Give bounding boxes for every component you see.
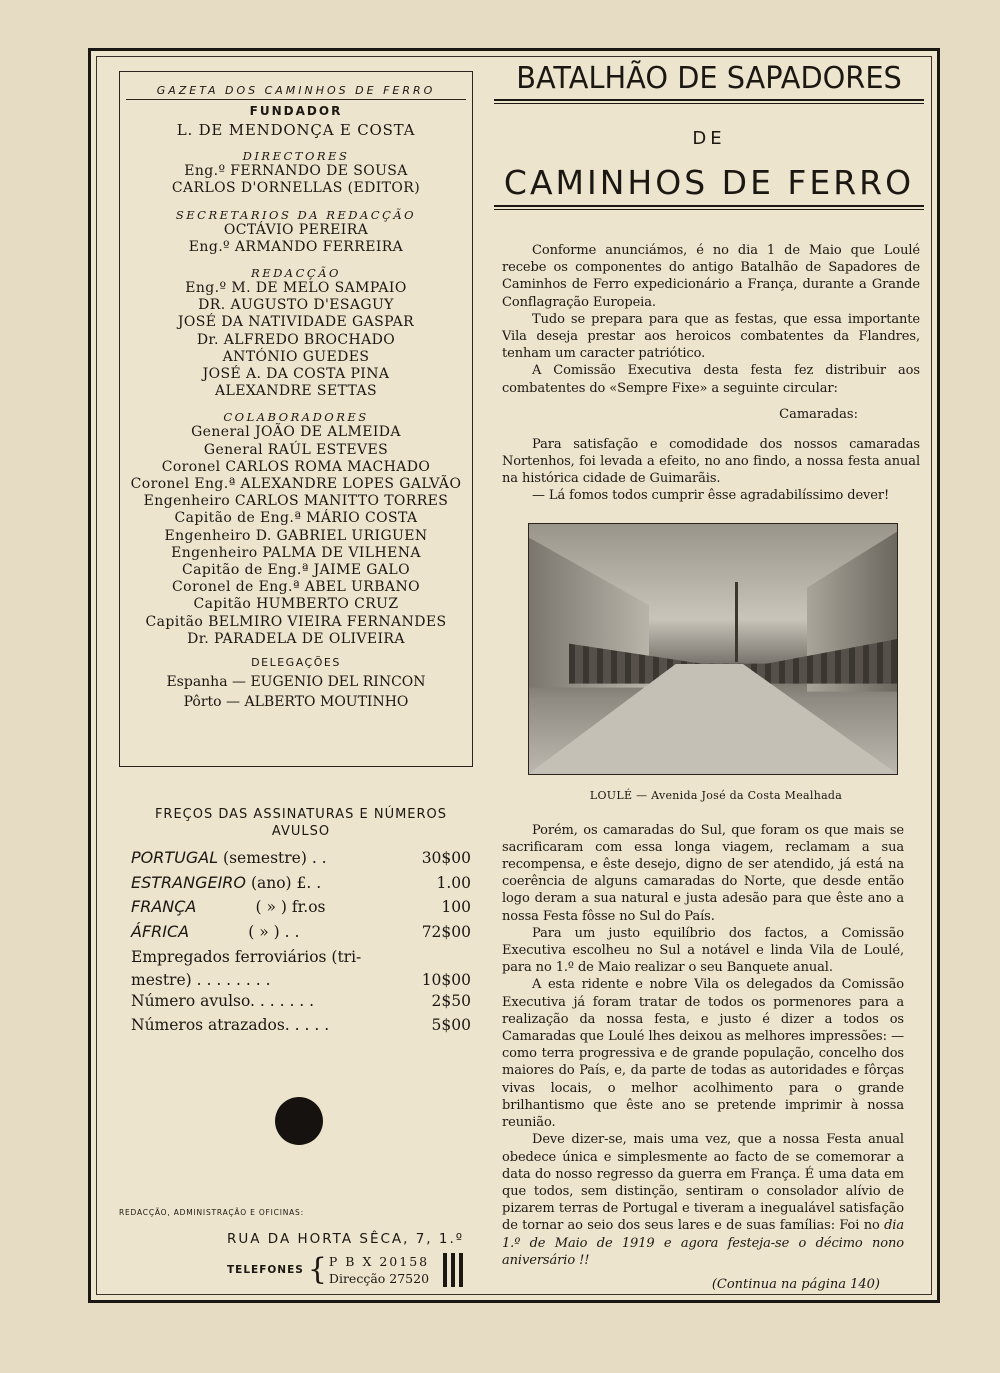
redaccao-name: JOSÉ DA NATIVIDADE GASPAR: [177, 314, 415, 331]
prices-title-line2: AVULSO: [271, 824, 331, 839]
colaborador-name: Engenheiro CARLOS MANITTO TORRES: [143, 493, 449, 510]
colaborador-name: Dr. PARADELA DE OLIVEIRA: [187, 630, 405, 647]
price-row-avulso: [131, 990, 471, 1014]
phone-direccao: Direcção 27520: [328, 1271, 430, 1286]
office-label: REDACÇÃO, ADMINISTRAÇÃO E OFICINAS:: [119, 1208, 304, 1217]
price-region: PORTUGAL: [131, 848, 219, 867]
director-name: CARLOS D'ORNELLAS (EDITOR): [171, 180, 421, 197]
brace-glyph: {: [307, 1252, 327, 1287]
continued-note: (Continua na página 140): [711, 1276, 880, 1292]
paragraph: Tudo se prepara para que as festas, que essa importante Vila deseja prestar aos heroicos combatentes da Flandres, tenham um caracter patriótico.: [502, 311, 920, 362]
fundador-name: L. DE MENDONÇA E COSTA: [176, 121, 416, 139]
paragraph: [502, 1131, 904, 1269]
paragraph: A Comissão Executiva desta festa fez distribuir aos combatentes do «Sempre Fixe» a seguinte circular:: [502, 363, 920, 396]
price-amount: 5$00: [431, 1015, 471, 1034]
paragraph: A esta ridente e nobre Vila os delegados da Comissão Executiva já foram tratar de todos os pormenores para a realização da nossa festa, e justo é dizer a todos os Camaradas que Loulé lhes deixou as melhores impressões: — como terra progressiva e de grande população, concelho dos maiores do País, e, da parte de todas as autoridades e fôrças vivas locais, o melhor acolhimento para o grande brilhantismo que êste ano se pretende imprimir à nossa reunião.: [502, 977, 904, 1131]
delegacao-line: Espanha — EUGENIO DEL RINCON: [166, 674, 426, 691]
redaccao-name: Eng.º M. DE MELO SAMPAIO: [185, 280, 407, 297]
phones: [227, 1253, 489, 1287]
empregados-label: Empregados ferroviários (tri-: [131, 948, 362, 966]
price-amount: 100: [441, 898, 471, 916]
price-amount: 1.00: [436, 873, 471, 892]
colaborador-name: Engenheiro D. GABRIEL URIGUEN: [164, 527, 428, 544]
colaborador-name: Coronel CARLOS ROMA MACHADO: [161, 458, 431, 475]
delegacao-line: Pôrto — ALBERTO MOUTINHO: [183, 694, 409, 711]
article-title-line2: CAMINHOS DE FERRO: [503, 163, 915, 202]
redaccao-name: ANTÓNIO GUEDES: [222, 348, 370, 365]
secretarios-heading: SECRETARIOS DA REDACÇÃO: [175, 207, 417, 222]
phone-pbx: P B X 20158: [328, 1254, 430, 1269]
price-row-empregados-cont: [131, 970, 471, 990]
article-intro: [494, 242, 924, 505]
office-address: RUA DA HORTA SÊCA, 7, 1.º: [227, 1231, 465, 1247]
price-row: [131, 895, 471, 920]
title-rule-thin: [494, 209, 924, 210]
price-region: ESTRANGEIRO: [131, 872, 247, 892]
directores-heading: DIRECTORES: [242, 149, 350, 164]
price-row: [131, 871, 471, 896]
redaccao-name: Dr. ALFREDO BROCHADO: [196, 331, 396, 348]
price-region: ÁFRICA: [131, 921, 190, 941]
photo-caption: LOULÉ — Avenida José da Costa Mealhada: [589, 788, 843, 802]
colaboradores-heading: COLABORADORES: [223, 410, 369, 425]
colaborador-name: Coronel Eng.ª ALEXANDRE LOPES GALVÃO: [130, 476, 462, 493]
secretario-name: OCTÁVIO PEREIRA: [223, 221, 369, 238]
price-amount: 30$00: [421, 849, 471, 867]
telefones-label: TELEFONES: [227, 1264, 304, 1276]
paragraph-text: Deve dizer-se, mais uma vez, que a nossa Festa anual obedece única e simplesmente ao facto de se comemorar a data do nosso regresso da guerra em França. É uma data em que todos, sem distinção, sentiram o consolador alívio de pizarem terras de Portugal e tiveram a inegualável satisfação de tornar ao seio dos seus lares e de suas famílias: Foi no: [502, 1132, 904, 1234]
title-rule: [494, 205, 924, 207]
fundador-heading: FUNDADOR: [249, 104, 343, 118]
price-row: [131, 920, 471, 945]
article-body: [494, 822, 924, 1292]
office-info: [119, 1208, 489, 1287]
seal-dot: [275, 1097, 323, 1145]
colaborador-name: Coronel de Eng.ª ABEL URBANO: [172, 579, 420, 596]
colaborador-name: Capitão HUMBERTO CRUZ: [193, 596, 399, 613]
paragraph: Conforme anunciámos, é no dia 1 de Maio que Loulé recebe os componentes do antigo Batalhão de Sapadores de Caminhos de Ferro expedicionário a França, durante a Grande Conflagração Europeia.: [502, 243, 920, 310]
redaccao-name: DR. AUGUSTO D'ESAGUY: [198, 297, 394, 314]
title-rule-thin: [494, 103, 924, 104]
loule-photo: [528, 523, 898, 775]
title-rule: [494, 99, 924, 101]
colaborador-name: General RAÚL ESTEVES: [203, 441, 389, 458]
redaccao-heading: REDACÇÃO: [251, 266, 341, 281]
page-frame: [88, 48, 940, 1303]
paragraph: Para um justo equilíbrio dos factos, a Comissão Executiva escolheu no Sul a notável e linda Vila de Loulé, para no 1.º de Maio realizar o seu Banquete anual.: [502, 925, 904, 976]
colaborador-name: Capitão de Eng.ª MÁRIO COSTA: [174, 510, 418, 527]
price-amount: 72$00: [421, 922, 471, 941]
paragraph: Para satisfação e comodidade dos nossos camaradas Nortenhos, foi levada a efeito, no ano findo, a nossa festa anual na histórica cidade de Guimarãis.: [502, 436, 920, 487]
atrazados-label: Números atrazados. . . . .: [131, 1015, 330, 1034]
price-amount: 10$00: [421, 971, 471, 989]
phone-numbers: [329, 1253, 429, 1287]
price-row-empregados: [131, 947, 471, 967]
price-row-atrazados: [131, 1014, 471, 1038]
ornament-bars: [443, 1253, 463, 1287]
price-period: (ano) £. .: [246, 873, 322, 892]
price-row: [131, 846, 471, 871]
colaborador-name: Capitão de Eng.ª JAIME GALO: [182, 562, 410, 579]
article-title-de: DE: [692, 128, 726, 149]
article: [494, 61, 924, 1292]
delegacoes-heading: DELEGAÇÕES: [251, 656, 341, 670]
price-period: (semestre) . .: [218, 849, 327, 867]
paragraph: Porém, os camaradas do Sul, que foram os que mais se sacrificaram com essa longa viagem, reclamam a sua recompensa, e êste desejo, digno de ser atendido, já está na coerência de alguns camaradas do Norte, que desde então logo deram a sua natural e justa adesão para que êste ano a nossa Festa fôsse no Sul do País.: [502, 822, 904, 924]
masthead-box: [119, 71, 473, 767]
price-period: ( » ) . .: [189, 922, 300, 941]
paragraph-italic: dia 1.º de Maio de 1919 e agora festeja-se o décimo nono aniversário !!: [502, 1218, 904, 1268]
subscription-prices: [131, 806, 471, 1037]
article-title-line1: BATALHÃO DE SAPADORES: [516, 61, 902, 96]
colaborador-name: Capitão BELMIRO VIEIRA FERNANDES: [145, 613, 447, 630]
redaccao-name: ALEXANDRE SETTAS: [215, 383, 377, 400]
salutation: Camaradas:: [779, 406, 858, 422]
colaborador-name: General JOÃO DE ALMEIDA: [191, 424, 401, 441]
prices-title: FREÇOS DAS ASSINATURAS E NÚMEROS: [154, 807, 448, 822]
price-amount: 2$50: [431, 992, 471, 1010]
redaccao-name: JOSÉ A. DA COSTA PINA: [202, 366, 390, 383]
director-name: Eng.º FERNANDO DE SOUSA: [184, 163, 408, 180]
price-region: FRANÇA: [131, 897, 197, 916]
avulso-label: Número avulso. . . . . . .: [131, 992, 315, 1010]
gazeta-title: GAZETA DOS CAMINHOS DE FERRO: [126, 84, 466, 100]
price-period: ( » ) fr.os: [196, 898, 326, 916]
colaborador-name: Engenheiro PALMA DE VILHENA: [171, 544, 421, 561]
paragraph: — Lá fomos todos cumprir êsse agradabilíssimo dever!: [532, 488, 890, 504]
empregados-label-cont: mestre) . . . . . . . .: [131, 971, 271, 989]
secretario-name: Eng.º ARMANDO FERREIRA: [188, 238, 404, 255]
